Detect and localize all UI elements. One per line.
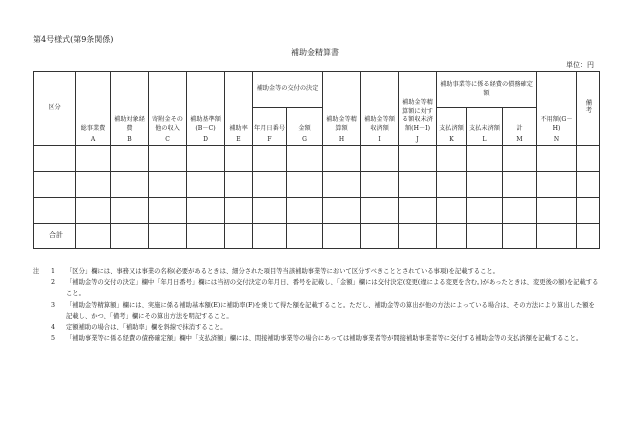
col-header-M: 計 M: [503, 108, 537, 146]
document-title: 補助金精算書: [291, 48, 339, 57]
note-item: 4 定額補助の場合は、「補助率」欄を斜線で抹消すること。: [51, 324, 227, 332]
note-item: 注 1 「区分」欄には、事務又は事業の名称(必要があるときは、細分された項目等当該補助事業等において区分すべきこととされている事項)を記載すること。: [33, 266, 599, 277]
col-header-bikou: 備考: [577, 72, 600, 146]
col-header-I: 補助金等額収済額 I: [361, 72, 399, 146]
col-header-N: 不用額(G－H) N: [537, 72, 577, 146]
col-header-H: 補助金等精算額 H: [323, 72, 361, 146]
form-number: 第4号様式(第9条関係): [33, 35, 114, 44]
unit-label: 単位：円: [566, 61, 594, 69]
col-header-F: 年月日番号 F: [253, 108, 287, 146]
col-header-B: 補助対象経費 B: [111, 72, 149, 146]
header-row-1: [34, 72, 600, 108]
table-row: [34, 198, 600, 224]
note-item: 2 「補助金等の交付の決定」欄中「年月日番号」欄には当初の交付決定の年月日、番号を記載し、「金額」欄には交付決定(変更(違による変更を含む。)があったときは、変更後の額)を記載すること。: [51, 279, 599, 298]
col-header-K: 支払済額 K: [437, 108, 467, 146]
col-group-kofu-kettei: 補助金等の交付の決定: [253, 72, 323, 108]
col-header-G: 金額 G: [287, 108, 323, 146]
col-header-J: 補助金等精算額に対する額収未済額(H－I) J: [399, 72, 437, 146]
notes-prefix: 注: [33, 268, 40, 275]
col-header-E: 補助率 E: [225, 72, 253, 146]
total-row: [34, 224, 600, 249]
col-group-saimu-kakutei: 補助事業等に係る経費の債務確定額: [437, 72, 537, 108]
note-item: 3 「補助金等精算額」欄には、実施に係る補助基本額(E)に補助率(F)を乗じて得た額を記載すること。ただし、補助金等の算出が他の方法によっている場合は、その方法により算出した額を記載し、かつ、「備考」欄にその算出方法を明記すること。: [51, 301, 595, 320]
notes-list: [33, 266, 599, 344]
table-row: [34, 146, 600, 172]
note-item: 5 「補助事業等に係る経費の債務確定額」欄中「支払済額」欄には、間接補助事業等の場合にあっては補助事業者等が間接補助事業者等に交付する補助金等の支払済額を記載すること。: [51, 335, 583, 343]
table-row: [34, 172, 600, 198]
settlement-table: [33, 71, 600, 249]
col-header-kubun: 区分: [34, 72, 76, 146]
col-header-L: 支払未済額 L: [467, 108, 503, 146]
col-header-D: 補助基準額(B－C) D: [187, 72, 225, 146]
col-header-C: 寄附金その他の収入 C: [149, 72, 187, 146]
col-header-A: 総事業費 A: [76, 72, 111, 146]
total-label: 合計: [34, 224, 76, 249]
